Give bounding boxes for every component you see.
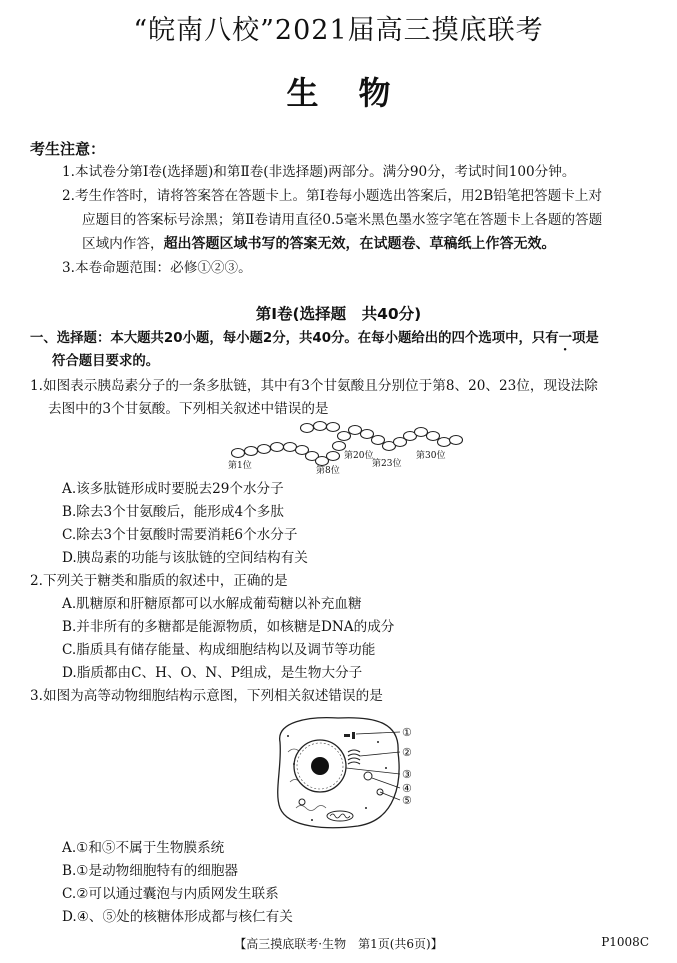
cell-label-3: ③ — [402, 768, 412, 781]
section-instructions-line-2: 符合题目要求的。 — [52, 354, 160, 369]
section-instr-c: 项是 — [572, 331, 599, 346]
cell-label-1: ① — [402, 726, 412, 739]
page-footer: 【高三摸底联考·生物 第1页(共6页)】 — [234, 937, 443, 951]
notice-item-2-line-1: 2.考生作答时，请将答案答在答题卡上。第Ⅰ卷每小题选出答案后，用2B铅笔把答题卡上对 — [62, 188, 602, 204]
section-instr-emph: 一 — [558, 331, 573, 346]
q3-option-a: A.①和⑤不属于生物膜系统 — [62, 840, 225, 856]
section-instr-a: 一、选择题：本大题共20小题，每小题2分，共40分。在每小题给出的四个选项中，只有 — [30, 331, 559, 346]
notice-emphasis: 超出答题区域书写的答案无效，在试题卷、草稿纸上作答无效。 — [163, 236, 556, 252]
q1-stem-line-1: 1.如图表示胰岛素分子的一条多肽链，其中有3个甘氨酸且分别位于第8、20、23位，现设法除 — [30, 378, 598, 394]
notice-heading: 考生注意： — [30, 140, 106, 158]
q3-stem: 3.如图为高等动物细胞结构示意图，下列相关叙述错误的是 — [30, 688, 383, 704]
paper-code: P1008C — [601, 935, 649, 949]
q3-option-d: D.④、⑤处的核糖体形成都与核仁有关 — [62, 909, 293, 925]
animal-cell-figure — [268, 712, 428, 834]
cell-label-5: ⑤ — [402, 794, 412, 807]
label-position-8: 第8位 — [316, 466, 340, 474]
notice-item-1: 1.本试卷分第Ⅰ卷(选择题)和第Ⅱ卷(非选择题)两部分。满分90分，考试时间100分钟。 — [62, 164, 576, 180]
label-position-1: 第1位 — [228, 461, 252, 471]
polypeptide-chain-figure — [226, 418, 476, 474]
q1-option-c: C.除去3个甘氨酸时需要消耗6个水分子 — [62, 527, 298, 543]
q1-option-d: D.胰岛素的功能与该肽链的空间结构有关 — [62, 550, 308, 566]
label-position-30: 第30位 — [416, 451, 446, 461]
subject-title: 生物 — [286, 74, 431, 112]
q3-option-c: C.②可以通过囊泡与内质网发生联系 — [62, 886, 279, 902]
cell-label-4: ④ — [402, 782, 412, 795]
exam-title: “皖南八校”2021届高三摸底联考 — [133, 15, 544, 46]
notice-item-2-line-3a: 区域内作答， — [82, 236, 164, 252]
notice-item-2-line-3 — [82, 232, 556, 256]
q2-option-d: D.脂质都由C、H、O、N、P组成，是生物大分子 — [62, 665, 363, 681]
cell-label-2: ② — [402, 746, 412, 759]
notice-item-3: 3.本卷命题范围：必修①②③。 — [62, 260, 252, 276]
q2-option-b: B.并非所有的多糖都是能源物质，如核糖是DNA的成分 — [62, 619, 395, 635]
section-title: 第Ⅰ卷(选择题 共40分) — [255, 305, 422, 323]
q2-option-a: A.肌糖原和肝糖原都可以水解成葡萄糖以补充血糖 — [62, 596, 362, 612]
q1-option-a: A.该多肽链形成时要脱去29个水分子 — [62, 481, 284, 497]
notice-item-2-line-2: 应题目的答案标号涂黑；第Ⅱ卷请用直径0.5毫米黑色墨水签字笔在答题卡上各题的答题 — [82, 212, 603, 228]
q3-option-b: B.①是动物细胞特有的细胞器 — [62, 863, 239, 879]
q2-option-c: C.脂质具有储存能量、构成细胞结构以及调节等功能 — [62, 642, 376, 658]
q1-option-b: B.除去3个甘氨酸后，能形成4个多肽 — [62, 504, 284, 520]
q2-stem: 2.下列关于糖类和脂质的叙述中，正确的是 — [30, 573, 288, 589]
label-position-23: 第23位 — [372, 459, 402, 469]
q1-stem-line-2: 去图中的3个甘氨酸。下列相关叙述中错误的是 — [48, 401, 329, 417]
label-position-20: 第20位 — [344, 451, 374, 461]
